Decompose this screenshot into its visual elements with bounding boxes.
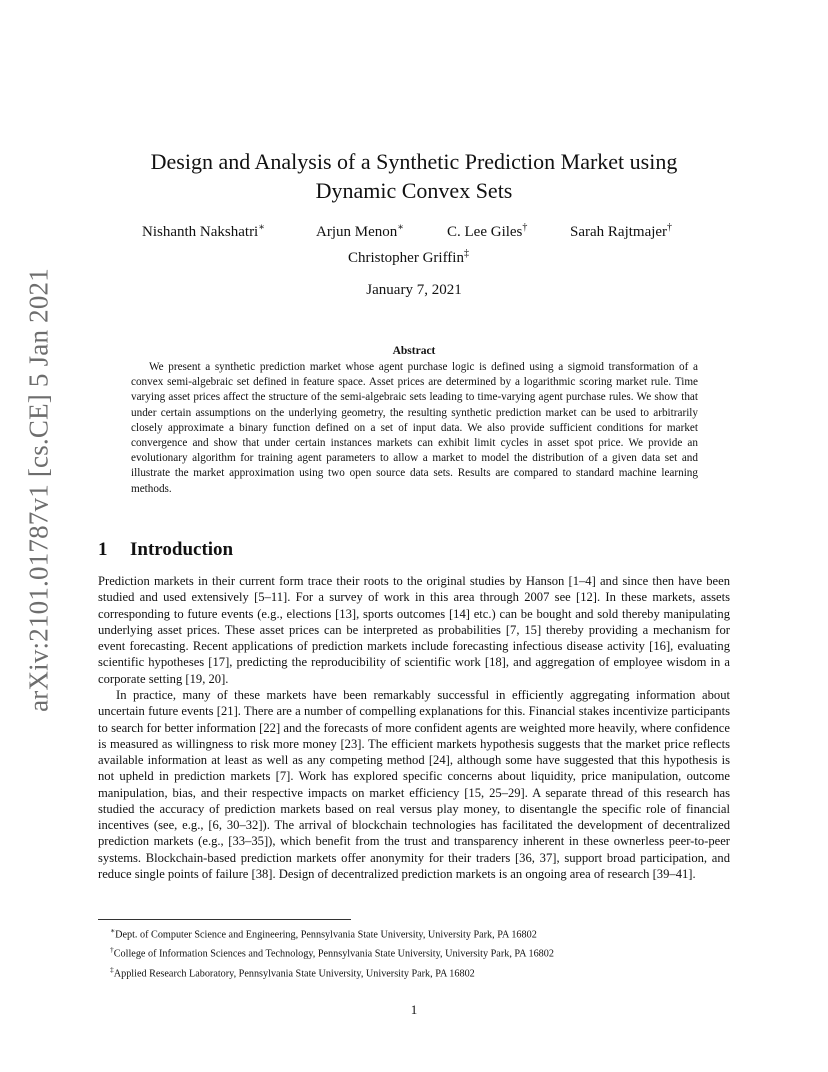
arxiv-identifier-text: arXiv:2101.01787v1 [cs.CE] 5 Jan 2021 [23,268,54,712]
footnote-text: Dept. of Computer Science and Engineering, Pennsylvania State University, University Park, PA 16802 [115,929,537,941]
arxiv-identifier [19,268,59,712]
footnote-mark: ∗ [110,926,116,935]
author-name: Nishanth Nakshatri [142,224,259,240]
author-name: Arjun Menon [316,224,398,240]
footnote [110,962,710,981]
footnote-rule [98,919,351,920]
author [316,222,404,241]
section-title: Introduction [130,539,234,560]
author-mark: ∗ [397,222,405,233]
author-mark: ‡ [463,248,469,259]
body-paragraph: Prediction markets in their current form trace their roots to the original studies by Hanson [1–4] and since then have been studied and used extensively [5–11]. For a survey of work in this area through 2007 see [12]. In these markets, assets corresponding to future events (e.g., elections [13], sports outcomes [14] etc.) can be bought and sold thereby manipulating underlying asset prices. These asset prices can be interpreted as probabilities [7, 15] thereby providing a mechanism for event forecasting. Recent applications of prediction markets include forecasting infectious disease activity [16], evaluating scientific hypotheses [17], predicting the reproducibility of scientific work [18], and aggregation of employee wisdom in a corporate setting [19, 20]. [98,574,730,686]
paper-date: January 7, 2021 [366,282,462,298]
title-line-1: Design and Analysis of a Synthetic Prediction Market using [150,149,678,174]
author [142,222,265,241]
author [447,222,527,241]
author-name: Sarah Rajtmajer [570,224,668,240]
page-number: 1 [410,1002,418,1017]
footnotes [110,923,710,981]
footnote [110,942,710,961]
section-number: 1 [98,539,108,560]
footnote-text: College of Information Sciences and Technology, Pennsylvania State University, University Park, PA 16802 [113,948,554,960]
paper-title [98,147,730,205]
author-mark: † [522,222,528,233]
body-paragraph: In practice, many of these markets have been remarkably successful in efficiently aggregating information about uncertain future events [21]. There are a number of compelling explanations for this. Financial stakes incentivize participants to search for better information [22] and the forecasts of more confident agents are weighted more heavily, where confidence is measured as willingness to risk more money [23]. The efficient markets hypothesis suggests that the market price reflects available information at least as well as any competing method [24], although some have suggested that this hypothesis is not upheld in prediction markets [7]. Work has explored specific concerns about liquidity, price manipulation, outcome manipulation, bias, and their respective impacts on market efficiency [15, 25–29]. A separate thread of this research has studied the accuracy of prediction markets based on real versus play money, to disentangle the specific role of financial incentives (see, e.g., [6, 30–32]). The arrival of blockchain technologies has facilitated the development of decentralized prediction markets (e.g., [33–35]), which benefit from the trust and transparency inherent in these ownerless peer-to-peer systems. Blockchain-based prediction markets offer anonymity for their traders [36, 37], support broad participation, and reduce single points of failure [38]. Design of decentralized prediction markets is an ongoing area of research [39–41]. [98,688,730,881]
footnote-mark: ‡ [110,964,114,974]
author [348,248,469,267]
author-name: C. Lee Giles [447,224,523,240]
abstract-text: We present a synthetic prediction market whose agent purchase logic is defined using a sigmoid transformation of a convex semi-algebraic set defined in feature space. Asset prices are determined by a logarithmic scoring market rule. Time varying asset prices affect the structure of the semi-algebraic sets leading to time-varying agent purchase rules. We show that under certain assumptions on the underlying geometry, the resulting synthetic prediction market can be used to arbitrarily closely approximate a binary function defined on a set of input data. We also provide sufficient conditions for market convergence and show that under certain instances markets can exhibit limit cycles in asset spot price. We provide an evolutionary algorithm for training agent parameters to allow a market to model the distribution of a given data set and illustrate the market approximation using two open source data sets. Results are compared to standard machine learning methods. [131,361,698,495]
footnote-text: Applied Research Laboratory, Pennsylvania State University, University Park, PA 16802 [113,968,475,980]
abstract-heading: Abstract [392,345,436,357]
author-name: Christopher Griffin [348,250,464,266]
section-heading [98,539,233,561]
author-mark: ∗ [258,222,266,233]
footnote-mark: † [110,945,114,955]
title-line-2: Dynamic Convex Sets [315,178,513,203]
author [570,222,672,241]
footnote [110,923,710,942]
author-mark: † [667,222,673,233]
